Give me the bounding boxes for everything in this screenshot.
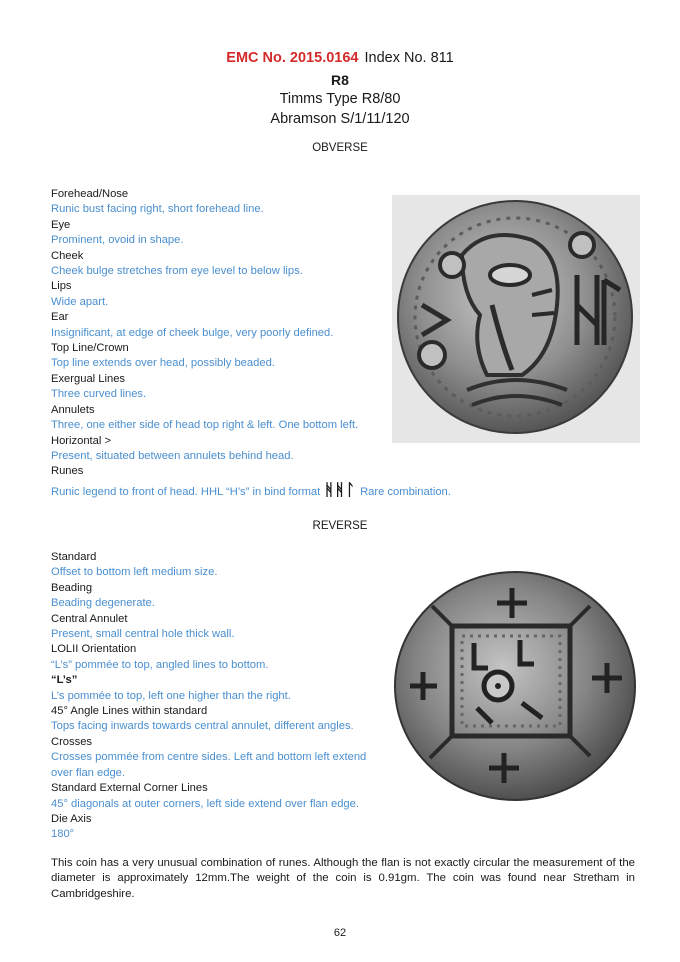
entry-label: Forehead/Nose [51, 188, 129, 200]
reverse-entry [51, 581, 386, 612]
obverse-entry [51, 464, 386, 479]
entry-value: Offset to bottom left medium size. [51, 566, 218, 579]
entry-label: Beading [51, 581, 93, 594]
entry-value: Three, one either side of head top right & left. One bottom left. [51, 419, 359, 432]
entry-label: Exergual Lines [51, 372, 126, 385]
header-line-1 [0, 50, 680, 66]
entry-value: Present, situated between annulets behind head. [51, 449, 294, 462]
entry-value: Insignificant, at edge of cheek bulge, very poorly defined. [51, 326, 334, 339]
reverse-coin-image [392, 568, 640, 804]
summary-paragraph: This coin has a very unusual combination of runes. Although the flan is not exactly circular the measurement of the diameter is approximately 12mm.The weight of the coin is 0.91gm. The coin was found near Stretham in Cambridgeshire. [51, 857, 635, 900]
entry-label: Crosses [51, 735, 93, 748]
obverse-entry [51, 218, 386, 249]
obverse-entry [51, 372, 386, 403]
entry-value: “L’s” pommée to top, angled lines to bottom. [51, 658, 269, 671]
reverse-title: REVERSE [312, 520, 368, 532]
abramson-ref: Abramson S/1/11/120 [270, 111, 410, 127]
reverse-entry [51, 704, 386, 735]
obverse-coin-image [392, 195, 640, 443]
entry-value: Present, small central hole thick wall. [51, 628, 235, 641]
entry-label: 45° Angle Lines within standard [51, 705, 208, 718]
entry-value: Cheek bulge stretches from eye level to below lips. [51, 265, 303, 278]
obverse-entry [51, 434, 386, 465]
entry-value: L’s pommée to top, left one higher than the right. [51, 689, 291, 702]
type-code: R8 [331, 72, 349, 88]
reverse-entry [51, 612, 386, 643]
entry-label: Die Axis [51, 812, 92, 825]
emc-number: EMC No. 2015.0164 [226, 50, 359, 66]
entry-value: 180° [51, 828, 75, 841]
obverse-entry [51, 187, 386, 218]
entry-label: Ear [51, 311, 69, 324]
entry-label: Standard External Corner Lines [51, 782, 208, 795]
entry-value: Crosses pommée from centre sides. Left and bottom left extend over flan edge. [51, 751, 367, 779]
entry-label: Horizontal > [51, 434, 112, 447]
page-number: 62 [333, 927, 347, 939]
obverse-entry [51, 341, 386, 372]
obverse-entry [51, 403, 386, 434]
runes-description [51, 480, 451, 499]
entry-value: Three curved lines. [51, 388, 147, 401]
reverse-entry [51, 735, 386, 781]
entry-value: Beading degenerate. [51, 597, 155, 610]
reverse-entries [51, 550, 386, 843]
entry-label: Runes [51, 465, 84, 478]
entry-label: LOLII Orientation [51, 643, 137, 656]
runes-glyphs: ᚻᚻᛚ [324, 480, 357, 499]
runes-text-before: Runic legend to front of head. HHL “H’s” in bind format [51, 486, 321, 498]
entry-label: “L’s” [51, 674, 78, 687]
reverse-coin-svg [392, 568, 640, 804]
reverse-entry [51, 781, 386, 812]
obverse-entry [51, 279, 386, 310]
obverse-entry [51, 310, 386, 341]
obverse-title: OBVERSE [312, 142, 368, 154]
entry-value: Runic bust facing right, short forehead line. [51, 203, 264, 216]
entry-label: Annulets [51, 403, 95, 416]
entry-value: Wide apart. [51, 295, 109, 308]
entry-label: Cheek [51, 249, 84, 262]
entry-value: 45° diagonals at outer corners, left side extend over flan edge. [51, 797, 359, 810]
entry-label: Central Annulet [51, 612, 128, 625]
reverse-entry [51, 812, 386, 843]
entry-label: Eye [51, 218, 71, 231]
reverse-entry [51, 642, 386, 673]
entry-label: Standard [51, 551, 97, 563]
index-number: Index No. 811 [364, 50, 454, 66]
reverse-entry [51, 673, 386, 704]
entry-value: Top line extends over head, possibly beaded. [51, 357, 275, 370]
obverse-coin-svg [392, 195, 640, 443]
entry-label: Top Line/Crown [51, 342, 129, 355]
timms-type: Timms Type R8/80 [279, 91, 401, 107]
obverse-entry [51, 249, 386, 280]
entry-value: Prominent, ovoid in shape. [51, 234, 184, 247]
runes-text-after: Rare combination. [360, 486, 451, 498]
entry-label: Lips [51, 280, 72, 293]
obverse-entries [51, 187, 386, 480]
entry-value: Tops facing inwards towards central annulet, different angles. [51, 720, 354, 733]
reverse-entry [51, 550, 386, 581]
